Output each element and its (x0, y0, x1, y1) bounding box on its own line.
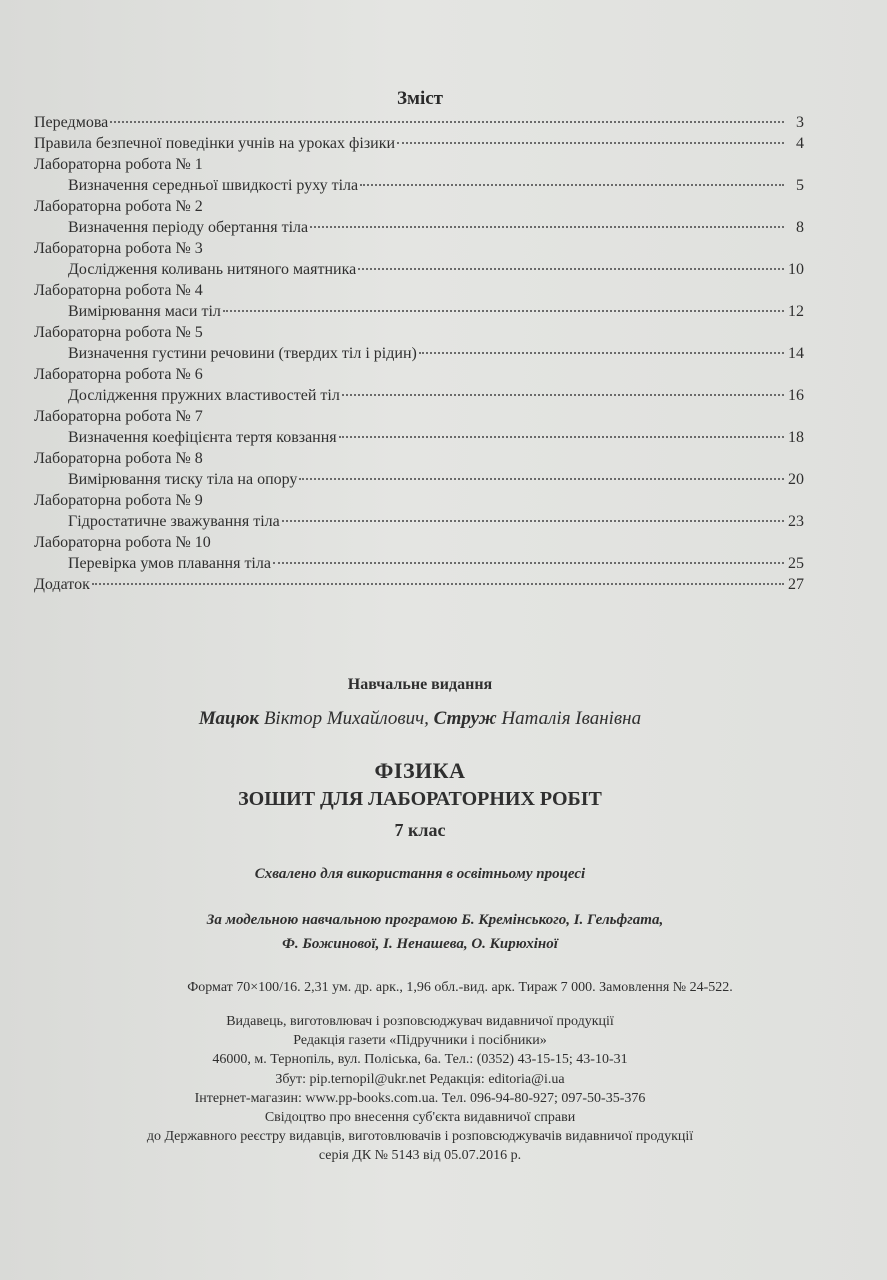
toc-entry-title: Передмова (34, 114, 109, 131)
toc-entry-title: Дослідження пружних властивостей тіл (68, 387, 340, 404)
program-line-1: За модельною навчальною програмою Б. Кремінського, І. Гельфгата, (206, 912, 664, 928)
toc-entry-title: Визначення середньої швидкості руху тіла (68, 177, 359, 194)
toc-page-number: 16 (788, 387, 804, 404)
toc-page-number: 23 (788, 513, 804, 530)
publisher-line: Свідоцтво про внесення суб'єкта видавничої справи (264, 1110, 576, 1125)
toc-section-heading (34, 322, 804, 343)
toc-leader-dots (282, 520, 784, 522)
toc-leader-dots (339, 436, 784, 438)
toc-leader-dots (223, 310, 784, 312)
publisher-line: 46000, м. Тернопіль, вул. Поліська, 6а. Тел.: (0352) 43-15-15; 43-10-31 (212, 1052, 628, 1067)
toc-entry-title: Перевірка умов плавання тіла (68, 555, 271, 572)
publisher-line: серія ДК № 5143 від 05.07.2016 р. (318, 1148, 522, 1163)
toc-page-number: 12 (788, 303, 804, 320)
toc-page-number: 14 (788, 345, 804, 362)
toc-entry-title: Лабораторна робота № 9 (34, 492, 203, 509)
toc-entry-title: Вимірювання тиску тіла на опору (68, 471, 298, 488)
toc-section-heading (34, 448, 804, 469)
toc-leader-dots (310, 226, 784, 228)
toc-section-heading (34, 364, 804, 385)
program-line-2: Ф. Божинової, І. Ненашева, О. Кирюхіної (282, 936, 558, 952)
toc-entry (34, 574, 804, 595)
toc-page-number: 27 (788, 576, 804, 593)
toc-entry-title: Додаток (34, 576, 90, 593)
toc-section-heading (34, 406, 804, 427)
toc-entry (34, 385, 804, 406)
toc-entry-title: Гідростатичне зважування тіла (68, 513, 280, 530)
toc-entry (34, 217, 804, 238)
toc-entry-title: Визначення густини речовини (твердих тіл і рідин) (68, 345, 417, 362)
table-of-contents (34, 112, 804, 595)
publisher-line: Збут: pip.ternopil@ukr.net Редакція: editoria@i.ua (275, 1072, 565, 1087)
toc-leader-dots (397, 142, 784, 144)
book-title: ФІЗИКА (374, 758, 466, 783)
toc-entry-title: Лабораторна робота № 2 (34, 198, 203, 215)
toc-page-number: 10 (788, 261, 804, 278)
toc-entry (34, 175, 804, 196)
toc-entry (34, 343, 804, 364)
toc-entry-title: Лабораторна робота № 7 (34, 408, 203, 425)
toc-entry (34, 133, 804, 154)
toc-section-heading (34, 196, 804, 217)
toc-page-number: 18 (788, 429, 804, 446)
toc-section-heading (34, 490, 804, 511)
author2-names: Наталія Іванівна (501, 708, 642, 729)
publisher-line: Редакція газети «Підручники і посібники» (293, 1033, 547, 1048)
toc-entry (34, 511, 804, 532)
toc-entry-title: Правила безпечної поведінки учнів на уроках фізики (34, 135, 396, 152)
publisher-line: до Державного реєстру видавців, виготовлювачів і розповсюджувачів видавничої продукції (146, 1129, 694, 1144)
toc-page-number: 3 (796, 114, 804, 131)
toc-page-number: 25 (788, 555, 804, 572)
toc-entry-title: Лабораторна робота № 8 (34, 450, 203, 467)
toc-entry-title: Визначення періоду обертання тіла (68, 219, 309, 236)
author1-names: Віктор Михайлович, (263, 708, 429, 729)
toc-entry (34, 469, 804, 490)
toc-entry-title: Лабораторна робота № 3 (34, 240, 203, 257)
format-line: Формат 70×100/16. 2,31 ум. др. арк., 1,96 обл.-вид. арк. Тираж 7 000. Замовлення № 24-522. (187, 980, 733, 995)
toc-entry-title: Лабораторна робота № 5 (34, 324, 203, 341)
toc-section-heading (34, 280, 804, 301)
approval-note: Схвалено для використання в освітньому процесі (254, 866, 586, 882)
toc-section-heading (34, 532, 804, 553)
author2-surname: Струж (433, 708, 497, 729)
toc-entry-title: Визначення коефіцієнта тертя ковзання (68, 429, 337, 446)
publisher-line: Інтернет-магазин: www.pp-books.com.ua. Тел. 096-94-80-927; 097-50-35-376 (194, 1091, 646, 1106)
toc-leader-dots (299, 478, 784, 480)
grade: 7 клас (394, 820, 446, 840)
toc-page-number: 4 (796, 135, 804, 152)
toc-leader-dots (342, 394, 784, 396)
toc-entry (34, 301, 804, 322)
toc-entry (34, 553, 804, 574)
publisher-line: Видавець, виготовлювач і розповсюджувач видавничої продукції (226, 1014, 614, 1029)
toc-leader-dots (360, 184, 784, 186)
authors (0, 708, 840, 730)
toc-entry-title: Лабораторна робота № 10 (34, 534, 211, 551)
toc-section-heading (34, 154, 804, 175)
toc-title: Зміст (396, 88, 443, 109)
toc-entry-title: Вимірювання маси тіл (68, 303, 221, 320)
toc-entry-title: Лабораторна робота № 6 (34, 366, 203, 383)
toc-page-number: 8 (796, 219, 804, 236)
toc-entry (34, 259, 804, 280)
toc-entry (34, 427, 804, 448)
toc-entry-title: Дослідження коливань нитяного маятника (68, 261, 357, 278)
edition-type: Навчальне видання (347, 676, 493, 693)
toc-entry-title: Лабораторна робота № 1 (34, 156, 203, 173)
toc-entry-title: Лабораторна робота № 4 (34, 282, 203, 299)
toc-entry (34, 112, 804, 133)
toc-page-number: 20 (788, 471, 804, 488)
toc-leader-dots (358, 268, 784, 270)
toc-leader-dots (92, 583, 784, 585)
book-subtitle: ЗОШИТ ДЛЯ ЛАБОРАТОРНИХ РОБІТ (238, 788, 602, 810)
toc-section-heading (34, 238, 804, 259)
author1-surname: Мацюк (198, 708, 260, 729)
toc-page-number: 5 (796, 177, 804, 194)
toc-leader-dots (273, 562, 784, 564)
toc-leader-dots (419, 352, 784, 354)
toc-leader-dots (110, 121, 784, 123)
